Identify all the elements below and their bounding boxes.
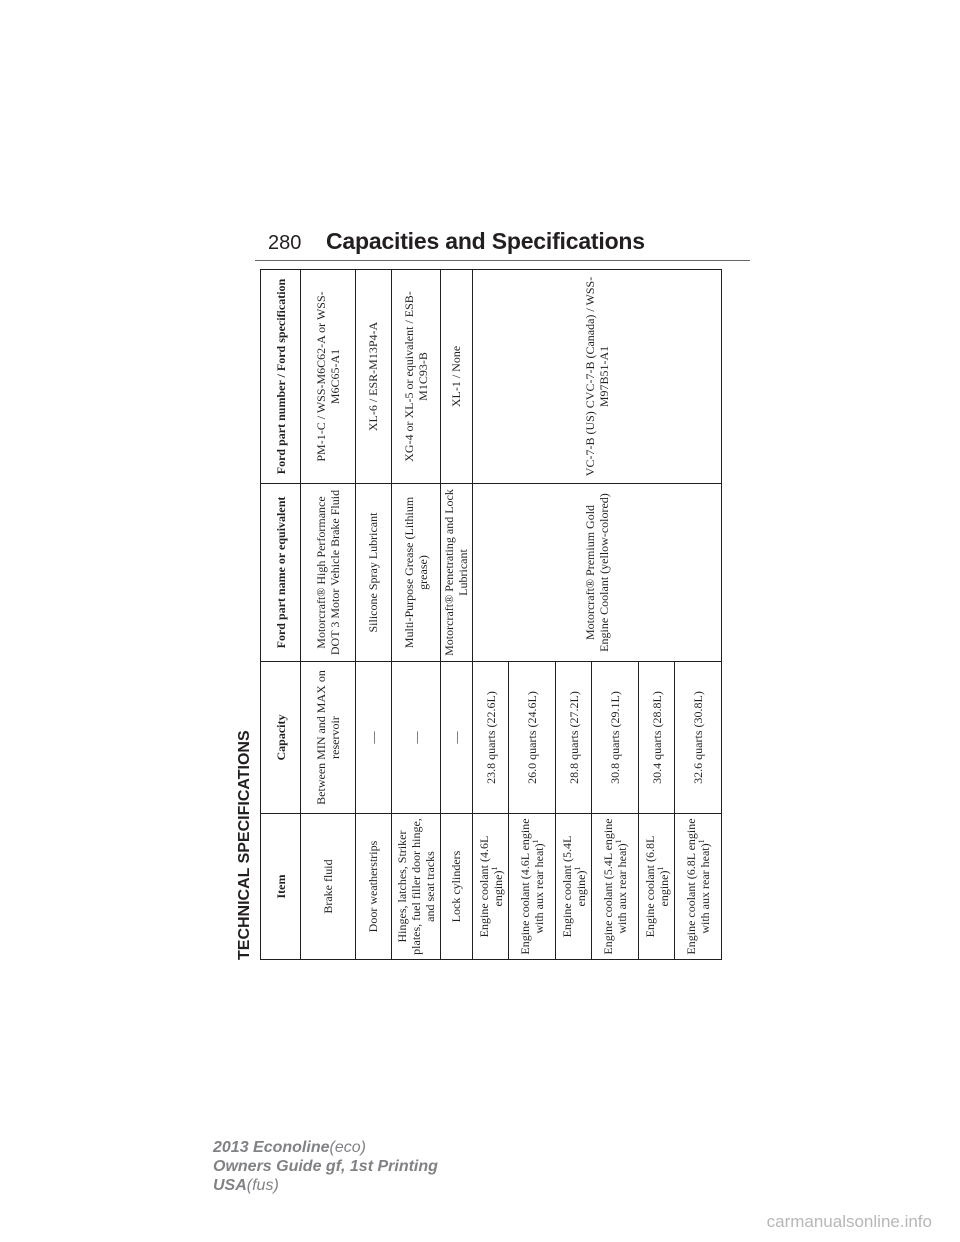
title-rule xyxy=(255,260,750,261)
footer-line-model xyxy=(213,1138,438,1157)
cell-capacity: 26.0 quarts (24.6L) xyxy=(509,662,556,814)
cell-part-number: XL-6 / ESR-M13P4-A xyxy=(355,270,391,484)
cell-capacity: — xyxy=(355,662,391,814)
item-text: Engine coolant (6.8L engine) xyxy=(642,835,671,938)
page-number: 280 xyxy=(268,232,302,254)
column-header-part-number: Ford part number / Ford specification xyxy=(261,270,301,484)
table-row xyxy=(440,270,472,960)
cell-part-number: XG-4 or XL-5 or equivalent / ESB-M1C93-B xyxy=(392,270,441,484)
section-heading: TECHNICAL SPECIFICATIONS xyxy=(236,730,253,960)
cell-item xyxy=(592,814,639,960)
page-title: Capacities and Specifications xyxy=(326,228,645,254)
cell-coolant-part-number: VC-7-B (US) CVC-7-B (Canada) / WSS-M97B51-A1 xyxy=(473,270,722,484)
cell-capacity: 32.6 quarts (30.8L) xyxy=(675,662,722,814)
footer-region-code: (fus) xyxy=(246,1177,279,1194)
cell-item: Lock cylinders xyxy=(440,814,472,960)
footnote-marker: 1 xyxy=(489,866,499,871)
table-row xyxy=(392,270,441,960)
footnote-marker: 1 xyxy=(531,839,541,844)
cell-item xyxy=(473,814,509,960)
rotated-spec-block xyxy=(230,270,730,960)
footnote-marker: 1 xyxy=(614,839,624,844)
cell-capacity: Between MIN and MAX on reservoir xyxy=(301,662,356,814)
footer-model: 2013 Econoline xyxy=(213,1139,330,1156)
footnote-marker: 1 xyxy=(697,839,707,844)
cell-capacity: 23.8 quarts (22.6L) xyxy=(473,662,509,814)
table-header-row xyxy=(261,270,301,960)
print-footer xyxy=(213,1138,438,1195)
cell-item xyxy=(509,814,556,960)
cell-capacity: — xyxy=(440,662,472,814)
item-text: Engine coolant (5.4L engine) xyxy=(559,835,588,938)
cell-coolant-part-name: Motorcraft® Premium Gold Engine Coolant (yellow-colored) xyxy=(473,484,722,662)
cell-item xyxy=(675,814,722,960)
column-header-part-name: Ford part name or equivalent xyxy=(261,484,301,662)
column-header-capacity: Capacity xyxy=(261,662,301,814)
footnote-marker: 1 xyxy=(572,866,582,871)
cell-part-name: Multi-Purpose Grease (Lithium grease) xyxy=(392,484,441,662)
watermark-link[interactable]: carmanualsonline.info xyxy=(766,1212,932,1231)
cell-item xyxy=(638,814,674,960)
column-header-item: Item xyxy=(261,814,301,960)
cell-item: Hinges, latches, Striker plates, fuel filler door hinge, and seat tracks xyxy=(392,814,441,960)
table-row xyxy=(355,270,391,960)
cell-part-name: Motorcraft® High Performance DOT 3 Motor Vehicle Brake Fluid xyxy=(301,484,356,662)
cell-item: Brake fluid xyxy=(301,814,356,960)
cell-part-name: Silicone Spray Lubricant xyxy=(355,484,391,662)
item-text: Engine coolant (4.6L engine with aux rear heat) xyxy=(518,818,547,955)
cell-capacity: — xyxy=(392,662,441,814)
cell-capacity: 30.4 quarts (28.8L) xyxy=(638,662,674,814)
cell-item xyxy=(555,814,591,960)
technical-specifications-table xyxy=(260,269,722,960)
table-row xyxy=(473,270,509,960)
item-text: Engine coolant (6.8L engine with aux rear heat) xyxy=(684,818,713,955)
footnote-marker: 1 xyxy=(655,866,665,871)
cell-capacity: 28.8 quarts (27.2L) xyxy=(555,662,591,814)
item-text: Engine coolant (5.4L engine with aux rear heat) xyxy=(601,818,630,955)
table-row xyxy=(301,270,356,960)
cell-part-number: PM-1-C / WSS-M6C62-A or WSS-M6C65-A1 xyxy=(301,270,356,484)
footer-guide: Owners Guide gf, 1st Printing xyxy=(213,1158,438,1175)
cell-capacity: 30.8 quarts (29.1L) xyxy=(592,662,639,814)
cell-item: Door weatherstrips xyxy=(355,814,391,960)
footer-line-region xyxy=(213,1176,438,1195)
item-text: Engine coolant (4.6L engine) xyxy=(476,835,505,938)
footer-model-code: (eco) xyxy=(329,1139,366,1156)
cell-part-name: Motorcraft® Penetrating and Lock Lubricant xyxy=(440,484,472,662)
cell-part-number: XL-1 / None xyxy=(440,270,472,484)
footer-region: USA xyxy=(213,1177,247,1194)
